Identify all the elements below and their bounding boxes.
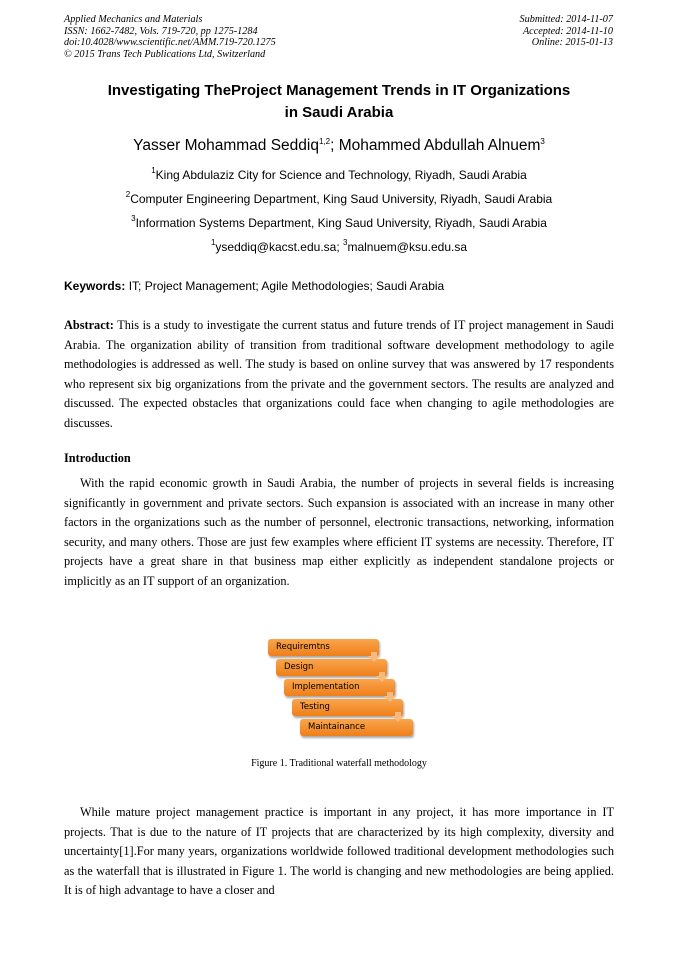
journal-header-right xyxy=(520,14,613,49)
section-heading-introduction: Introduction xyxy=(64,451,131,465)
waterfall-step-testing: Testing xyxy=(292,699,403,716)
keywords-text: IT; Project Management; Agile Methodologies; Saudi Arabia xyxy=(125,279,445,293)
keywords xyxy=(64,279,444,293)
abstract xyxy=(64,316,614,433)
email-mark: 1 xyxy=(210,238,216,247)
waterfall-step-implementation: Implementation xyxy=(284,679,395,696)
email-link[interactable]: yseddiq@kacst.edu.sa; xyxy=(215,240,343,254)
keywords-label: Keywords: xyxy=(64,279,126,293)
waterfall-step-maintenance: Maintainance xyxy=(300,719,413,736)
email-mark: 3 xyxy=(343,238,348,247)
accepted-date: Accepted: 2014-11-10 xyxy=(522,25,613,37)
body-paragraph: With the rapid economic growth in Saudi Arabia, the number of projects in several fields is increasing significantly in government and private sectors. Such expansion is associated with an increase in many other factors in the organizations such as the number of personnel, electronic transactions, networking, information security, and many others. Those are just few examples where efficient IT systems are necessity. Therefore, IT projects have a great share in that business map either explicitly as independent standalone projects or implicitly as an IT support of an organization. xyxy=(64,476,614,588)
online-date: Online: 2015-01-13 xyxy=(531,37,613,48)
journal-header-left xyxy=(64,14,276,60)
author-list xyxy=(64,137,614,155)
abstract-label: Abstract: xyxy=(64,318,114,332)
abstract-text: This is a study to investigate the current status and future trends of IT project management in Saudi Arabia. The organization ability of transition from traditional software development methodology to agile methodologies is addressed as well. The study is based on online survey that was answered by 17 respondents who represent six big organizations from the private and the government sectors. The results are analyzed and discussed. The expected obstacles that organizations could face when changing to agile methodologies are discusses. xyxy=(64,318,614,430)
email-link[interactable]: malnuem@ksu.edu.sa xyxy=(347,240,468,254)
down-arrow-icon xyxy=(376,672,388,682)
author-emails xyxy=(64,240,614,254)
affiliation xyxy=(64,168,614,182)
introduction-body-continued xyxy=(64,803,614,901)
waterfall-figure xyxy=(262,637,422,742)
affiliation xyxy=(64,216,614,230)
affiliation-mark: 1 xyxy=(151,166,156,175)
down-arrow-icon xyxy=(384,692,396,702)
affiliation-text: Information Systems Department, King Saud University, Riyadh, Saudi Arabia xyxy=(135,216,547,230)
affiliation xyxy=(64,192,614,206)
figure-caption: Figure 1. Traditional waterfall methodology xyxy=(251,758,427,769)
paper-title xyxy=(64,80,614,124)
affiliation-text: King Abdulaziz City for Science and Technology, Riyadh, Saudi Arabia xyxy=(155,168,527,182)
down-arrow-icon xyxy=(392,712,404,722)
submitted-date: Submitted: 2014-11-07 xyxy=(519,14,613,25)
waterfall-step-design: Design xyxy=(276,659,387,676)
affiliation-mark: 3 xyxy=(131,214,136,223)
author-affiliation-mark: 1,2 xyxy=(318,137,331,146)
body-paragraph: While mature project management practice is important in any project, it has more importance in IT projects. That is due to the nature of IT projects that are characterized by its high complexity, diversity and uncertainty[1].For many years, organizations worldwide followed traditional development methodologies such as the waterfall that is illustrated in Figure 1. The world is changing and new methodologies are being applied. It is of high advantage to have a closer and xyxy=(64,805,614,897)
affiliation-mark: 2 xyxy=(125,190,131,199)
down-arrow-icon xyxy=(368,652,380,662)
author-name: Mohammed Abdullah Alnuem xyxy=(338,137,541,154)
author-affiliation-mark: 3 xyxy=(540,137,545,146)
introduction-body xyxy=(64,474,614,591)
paper-title-line1: Investigating TheProject Management Trends in IT Organizations xyxy=(107,82,571,99)
paper-title-line2: in Saudi Arabia xyxy=(284,104,394,121)
journal-name: Applied Mechanics and Materials xyxy=(64,14,203,25)
affiliation-text: Computer Engineering Department, King Saud University, Riyadh, Saudi Arabia xyxy=(130,192,553,206)
waterfall-step-requirements: Requiremtns xyxy=(268,639,379,656)
doi-line: doi:10.4028/www.scientific.net/AMM.719-720.1275 xyxy=(64,37,276,48)
issn-line: ISSN: 1662-7482, Vols. 719-720, pp 1275-1284 xyxy=(64,25,258,37)
copyright-line: © 2015 Trans Tech Publications Ltd, Switzerland xyxy=(64,48,266,60)
author-separator: ; xyxy=(330,137,339,154)
author-name: Yasser Mohammad Seddiq xyxy=(133,137,319,154)
